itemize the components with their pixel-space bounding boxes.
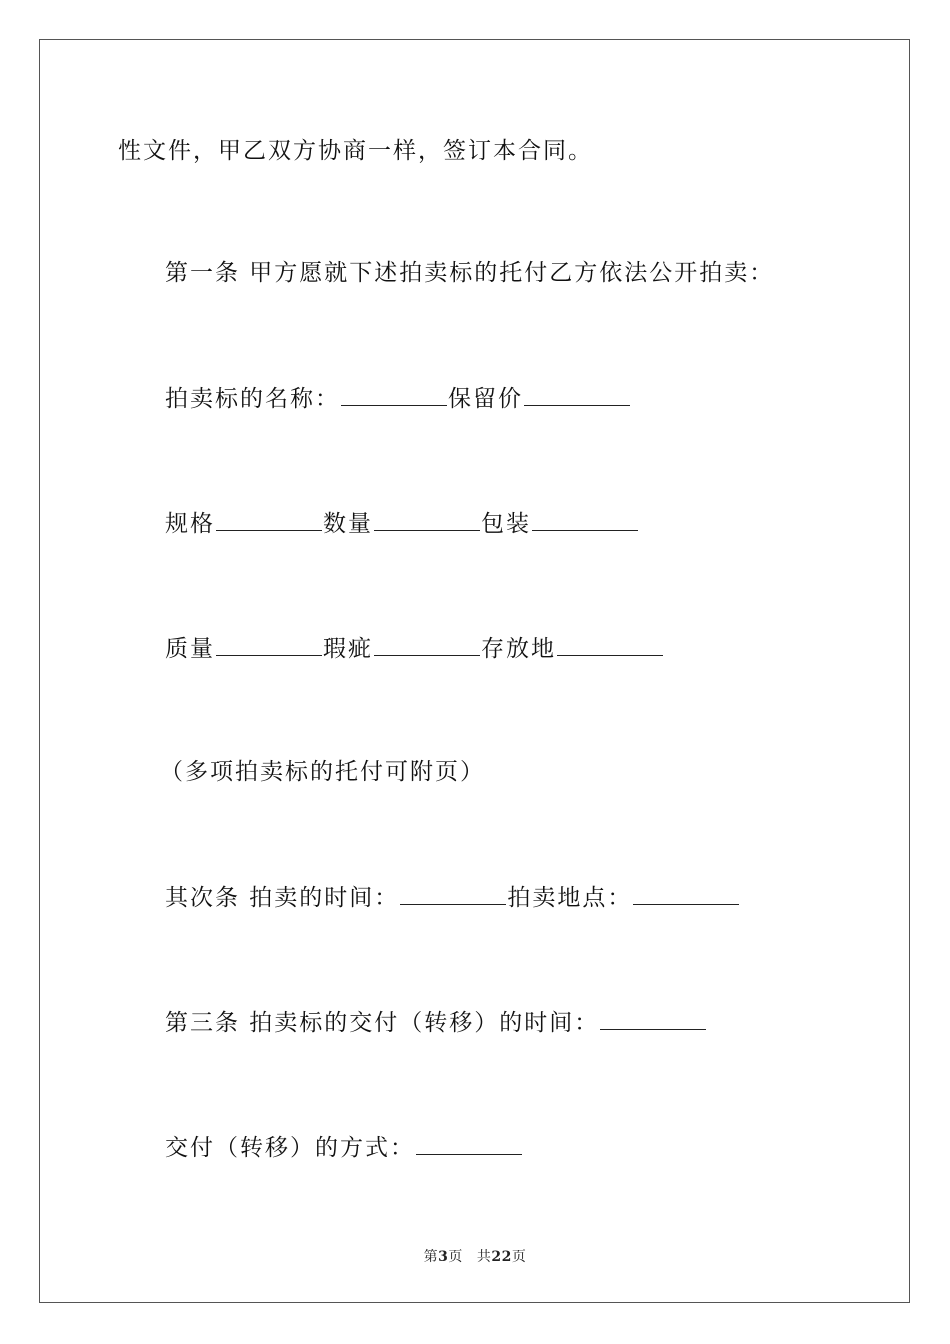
delivery-time-label: 第三条 拍卖标的交付（转移）的时间： (165, 1010, 600, 1036)
auction-place-blank (633, 882, 739, 905)
spec-line (165, 508, 639, 539)
item-name-blank (341, 383, 447, 406)
total-suffix: 页 (511, 1249, 527, 1265)
auction-time-blank (400, 882, 506, 905)
item-name-line (165, 383, 631, 414)
storage-label: 存放地 (481, 636, 556, 662)
spec-label: 规格 (165, 511, 215, 537)
quantity-blank (374, 508, 480, 531)
attachment-note: （多项拍卖标的托付可附页） (160, 759, 485, 785)
page-footer (0, 1246, 950, 1266)
delivery-method-line (165, 1132, 523, 1163)
article-3 (165, 1007, 707, 1038)
defect-label: 瑕疵 (323, 636, 373, 662)
item-name-label: 拍卖标的名称： (165, 386, 340, 412)
auction-place-label: 拍卖地点： (507, 885, 633, 911)
spec-blank (216, 508, 322, 531)
storage-blank (557, 633, 663, 656)
package-blank (532, 508, 638, 531)
current-page-number: 3 (438, 1249, 449, 1265)
delivery-method-blank (416, 1132, 522, 1155)
quality-blank (216, 633, 322, 656)
defect-blank (374, 633, 480, 656)
article-2 (165, 882, 740, 913)
article-1: 第一条 甲方愿就下述拍卖标的托付乙方依法公开拍卖： (165, 260, 775, 286)
total-prefix: 共 (476, 1249, 492, 1265)
reserve-price-blank (524, 383, 630, 406)
contract-line-1: 性文件，甲乙双方协商一样，签订本合同。 (118, 138, 593, 164)
delivery-method-label: 交付（转移）的方式： (165, 1135, 415, 1161)
reserve-price-label: 保留价 (448, 386, 523, 412)
delivery-time-blank (600, 1007, 706, 1030)
page-suffix: 页 (448, 1249, 463, 1265)
quality-label: 质量 (165, 636, 215, 662)
auction-time-label: 其次条 拍卖的时间： (165, 885, 400, 911)
page-prefix: 第 (423, 1249, 439, 1265)
page-border (39, 39, 910, 1303)
total-page-number: 22 (491, 1249, 512, 1265)
quantity-label: 数量 (323, 511, 373, 537)
quality-line (165, 633, 664, 664)
package-label: 包装 (481, 511, 531, 537)
